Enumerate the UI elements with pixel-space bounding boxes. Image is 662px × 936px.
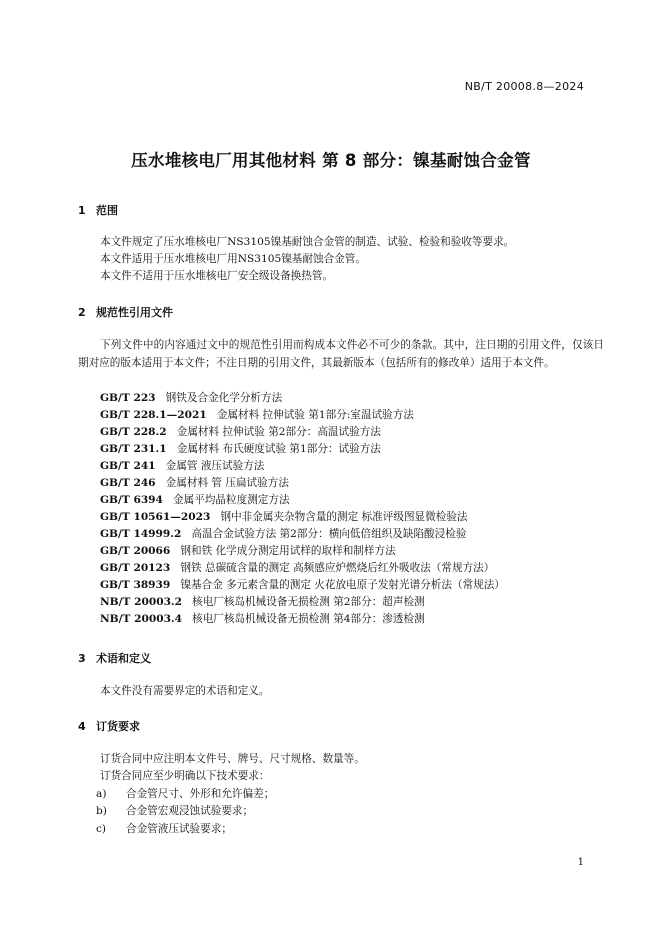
section-heading-terms — [78, 650, 151, 666]
list-item — [96, 786, 274, 801]
section-number: 3 — [78, 652, 86, 665]
list-marker: c) — [96, 823, 107, 835]
reference-item — [100, 611, 425, 626]
reference-item — [100, 577, 505, 592]
reference-title: 钢铁及合金化学分析方法 — [165, 392, 283, 404]
list-text: 合金管宏观浸蚀试验要求； — [126, 805, 254, 817]
list-item — [96, 803, 253, 818]
reference-item — [100, 509, 468, 524]
section-title: 订货要求 — [96, 720, 140, 733]
reference-item — [100, 594, 425, 609]
section-number: 4 — [78, 720, 86, 733]
reference-code: GB/T 231.1 — [100, 443, 167, 455]
reference-item — [100, 458, 264, 473]
paragraph: 订货合同中应注明本文件号、牌号、尺寸规格、数量等。 — [100, 753, 365, 765]
reference-code: GB/T 14999.2 — [100, 528, 182, 540]
section-number: 2 — [78, 306, 86, 319]
reference-title: 高温合金试验方法 第2部分：横向低倍组织及缺陷酸浸检验 — [191, 528, 467, 540]
reference-code: GB/T 20066 — [100, 545, 171, 557]
reference-item — [100, 475, 289, 490]
reference-title: 金属材料 拉伸试验 第2部分：高温试验方法 — [176, 426, 381, 438]
paragraph: 本文件没有需要界定的术语和定义。 — [100, 685, 270, 697]
section-title: 规范性引用文件 — [96, 306, 173, 319]
reference-title: 金属材料 拉伸试验 第1部分:室温试验方法 — [216, 409, 414, 421]
reference-item — [100, 441, 381, 456]
reference-code: GB/T 20123 — [100, 562, 171, 574]
reference-item — [100, 424, 381, 439]
section-heading-ordering — [78, 718, 140, 734]
reference-code: NB/T 20003.4 — [100, 613, 182, 625]
section-title: 范围 — [96, 204, 118, 217]
reference-title: 核电厂核岛机械设备无损检测 第2部分：超声检测 — [192, 596, 425, 608]
reference-item — [100, 407, 414, 422]
section-number: 1 — [78, 204, 86, 217]
list-text: 合金管液压试验要求； — [126, 823, 232, 835]
paragraph: 本文件规定了压水堆核电厂NS3105镍基耐蚀合金管的制造、试验、检验和验收等要求。 — [100, 236, 515, 248]
reference-title: 金属平均晶粒度测定方法 — [173, 494, 290, 506]
paragraph: 本文件适用于压水堆核电厂用NS3105镍基耐蚀合金管。 — [100, 253, 366, 265]
reference-code: NB/T 20003.2 — [100, 596, 182, 608]
page-number: 1 — [577, 857, 584, 868]
references-intro: 下列文件中的内容通过文中的规范性引用而构成本文件必不可少的条款。其中，注日期的引用文件，仅该日期对应的版本适用于本文件；不注日期的引用文件，其最新版本（包括所有的修改单）适用于本文件。 — [78, 339, 604, 369]
reference-code: GB/T 223 — [100, 392, 156, 404]
section-heading-normative-references — [78, 304, 173, 320]
list-marker: a) — [96, 788, 107, 800]
reference-title: 核电厂核岛机械设备无损检测 第4部分：渗透检测 — [192, 613, 425, 625]
reference-code: GB/T 241 — [100, 460, 156, 472]
reference-title: 钢和铁 化学成分测定用试样的取样和制样方法 — [180, 545, 396, 557]
reference-item — [100, 543, 396, 558]
reference-item — [100, 390, 282, 405]
reference-code: GB/T 228.1—2021 — [100, 409, 207, 421]
list-item — [96, 821, 232, 836]
paragraph: 本文件不适用于压水堆核电厂安全级设备换热管。 — [100, 270, 334, 282]
paragraph: 订货合同应至少明确以下技术要求： — [100, 770, 270, 782]
reference-code: GB/T 228.2 — [100, 426, 167, 438]
reference-title: 金属材料 管 压扁试验方法 — [165, 477, 289, 489]
section-heading-scope — [78, 202, 118, 218]
reference-title: 金属管 液压试验方法 — [165, 460, 265, 472]
reference-item — [100, 492, 290, 507]
reference-title: 镍基合金 多元素含量的测定 火花放电原子发射光谱分析法（常规法） — [180, 579, 505, 591]
reference-code: GB/T 10561—2023 — [100, 511, 211, 523]
reference-item — [100, 560, 494, 575]
section-title: 术语和定义 — [96, 652, 151, 665]
document-title: 压水堆核电厂用其他材料 第 8 部分：镍基耐蚀合金管 — [131, 151, 531, 170]
standard-number: NB/T 20008.8—2024 — [464, 80, 584, 93]
list-text: 合金管尺寸、外形和允许偏差； — [126, 788, 275, 800]
reference-title: 金属材料 布氏硬度试验 第1部分：试验方法 — [176, 443, 381, 455]
reference-title: 钢中非金属夹杂物含量的测定 标准评级图显微检验法 — [220, 511, 468, 523]
list-marker: b) — [96, 805, 107, 817]
reference-code: GB/T 246 — [100, 477, 156, 489]
reference-item — [100, 526, 466, 541]
reference-title: 钢铁 总碳硫含量的测定 高频感应炉燃烧后红外吸收法（常规方法） — [180, 562, 495, 574]
reference-code: GB/T 6394 — [100, 494, 163, 506]
reference-code: GB/T 38939 — [100, 579, 171, 591]
